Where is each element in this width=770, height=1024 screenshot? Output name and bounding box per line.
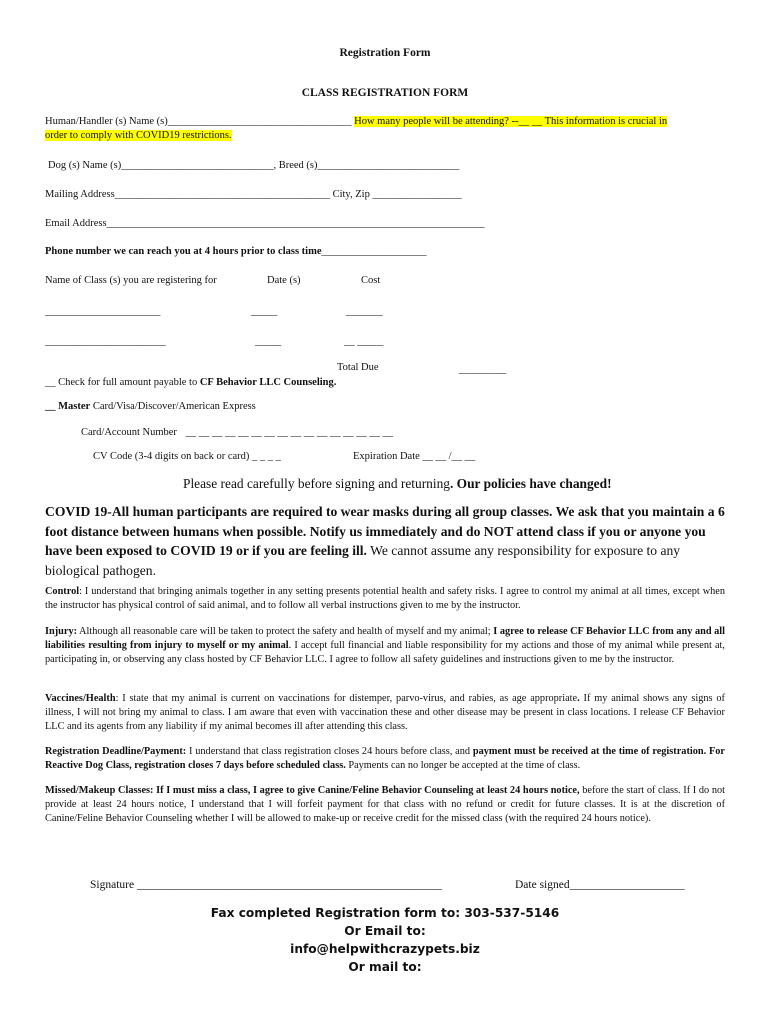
vaccines-text-2: If my animal shows any signs of illness, I will not bring my animal to class. I am aware that even with vaccination these and other disease may be present in class locations. I release CF Behavior LLC and its agents from any liability if my animal becomes ill after attending this class. — [45, 693, 725, 732]
check-option[interactable]: __ Check for full amount payable to — [45, 377, 200, 388]
card-types: Card/Visa/Discover/American Express — [90, 401, 256, 412]
date-signed-label: Date signed — [515, 879, 570, 891]
class-name-field-1[interactable]: ______________________ — [45, 306, 161, 317]
mailing-label: Mailing Address — [45, 189, 115, 200]
attending-note-row-2 — [45, 130, 232, 141]
or-email-label: Or Email to: — [344, 924, 426, 938]
class-name-header: Name of Class (s) you are registering for — [45, 275, 217, 286]
covid-notice — [45, 502, 730, 580]
read-carefully-notice — [183, 476, 612, 492]
dog-label: Dog (s) Name (s) — [48, 160, 122, 171]
check-payee: CF Behavior LLC Counseling. — [199, 377, 337, 388]
date-signed-field[interactable]: ____________________ — [569, 879, 685, 891]
or-mail-label: Or mail to: — [348, 960, 422, 974]
date-signed-row — [515, 879, 685, 891]
deadline-clause — [45, 745, 725, 773]
control-text: : I understand that bringing animals together in any setting presents potential health and safety risks. I agree to control my animal at all times, except when the instructor has physical control of said animal, and to follow all verbal instructions given to me by the instructor. — [45, 586, 725, 611]
breed-field[interactable]: ___________________________ — [317, 160, 460, 171]
deadline-text-2: Payments can no longer be accepted at the time of class. — [345, 760, 581, 771]
phone-field[interactable]: ____________________ — [321, 246, 427, 257]
injury-clause — [45, 625, 725, 667]
vaccines-text-1: : I state that my animal is current on vaccinations for distemper, parvo-virus, and rabies, as age appropriate — [115, 693, 578, 704]
breed-label: , Breed (s) — [273, 160, 318, 171]
attending-note-continued: order to comply with COVID19 restrictions. — [45, 130, 232, 141]
handler-name-field[interactable]: ___________________________________ — [167, 116, 352, 127]
form-title: Registration Form — [339, 47, 431, 59]
card-type-row — [45, 401, 256, 412]
class-cost-header: Cost — [361, 275, 381, 286]
total-due-field[interactable]: _________ — [459, 364, 507, 375]
mailing-row — [45, 189, 462, 200]
deadline-text-1: I understand that class registration closes 24 hours before class, and — [186, 746, 473, 757]
please-read-text: Please read carefully before signing and returning — [183, 476, 450, 491]
vaccines-title: Vaccines/Health — [45, 693, 116, 704]
injury-text-1: Although all reasonable care will be taken to protect the safety and health of myself and my animal; — [77, 626, 494, 637]
control-clause — [45, 585, 725, 613]
check-payment-row — [45, 377, 336, 388]
deadline-payment-terms: payment must be received at the time of registration. For Reactive Dog Class, registration closes 7 days before scheduled class. — [45, 746, 725, 771]
phone-label: Phone number we can reach you at 4 hours prior to class time — [45, 246, 322, 257]
card-number-field[interactable]: __ __ __ __ __ __ __ __ __ __ __ __ __ __ __ __ — [185, 427, 393, 438]
missed-title: Missed/Makeup Classes: If I must miss a class, I agree to give Canine/Feline Behavior Counseling at least 24 hours notice, — [45, 785, 580, 796]
cv-code-field[interactable]: CV Code (3-4 digits on back or card) _ _ _ _ — [93, 451, 281, 462]
fax-instructions: Fax completed Registration form to: 303-537-5146 — [210, 906, 560, 920]
injury-text-2: . I accept full financial and liable responsibility for my actions and those of my animal while present at, participating in, or observing any class hosted by CF Behavior LLC. I agree to follow all safety guidelines and instructions given to me by the instructor. — [45, 640, 725, 665]
signature-field[interactable]: _____________________________________________________ — [136, 879, 442, 891]
dog-name-field[interactable]: _____________________________ — [121, 160, 274, 171]
card-number-label: Card/Account Number — [81, 427, 177, 438]
class-date-header: Date (s) — [267, 275, 301, 286]
dog-row — [48, 160, 459, 171]
missed-classes-clause — [45, 784, 725, 826]
card-option[interactable]: __ Master — [45, 401, 91, 412]
control-title: Control — [45, 586, 80, 597]
city-zip-field[interactable]: _________________ — [372, 189, 462, 200]
city-zip-label: City, Zip — [329, 189, 373, 200]
class-name-field-2[interactable]: _______________________ — [45, 336, 166, 347]
handler-row — [45, 116, 667, 127]
covid-liability: We cannot assume any responsibility for exposure to any biological pathogen. — [45, 543, 681, 578]
vaccines-clause — [45, 692, 725, 734]
mailing-address-field[interactable]: _________________________________________ — [114, 189, 330, 200]
total-due-label: Total Due — [337, 362, 379, 373]
email-field[interactable]: ________________________________________________________________________ — [106, 218, 485, 229]
signature-row — [90, 879, 442, 891]
injury-title: Injury: — [45, 626, 78, 637]
class-date-field-1[interactable]: _____ — [251, 306, 278, 317]
policies-changed-text: . Our policies have changed! — [449, 476, 612, 491]
handler-label: Human/Handler (s) Name (s) — [45, 116, 168, 127]
class-cost-field-1[interactable]: _______ — [346, 306, 383, 317]
missed-text: before the start of class. If I do not provide at least 24 hours notice, I understand that I will forfeit payment for that class with no refund or credit for future classes. It is at the discretion of Canine/Feline Behavior Counseling whether I will be allowed to make-up or receive credit for the missed class (with the required 24 hours notice). — [45, 785, 725, 824]
contact-email[interactable]: info@helpwithcrazypets.biz — [290, 942, 480, 956]
email-row — [45, 218, 485, 229]
deadline-title: Registration Deadline/Payment: — [45, 746, 187, 757]
signature-label: Signature — [90, 879, 137, 891]
form-subtitle: CLASS REGISTRATION FORM — [301, 87, 469, 99]
expiration-date-field[interactable]: Expiration Date __ __ /__ __ — [353, 451, 476, 462]
email-label: Email Address — [45, 218, 107, 229]
covid-requirements: COVID 19-All human participants are required to wear masks during all group classes. We ask that you maintain a 6 foot distance between humans when possible. Notify us immediately and do NOT attend class if you or anyone you have been exposed to COVID 19 or if you are feeling ill. — [45, 504, 725, 558]
class-cost-field-2[interactable]: __ _____ — [344, 336, 384, 347]
injury-release: I agree to release CF Behavior LLC from any and all liabilities resulting from injury to myself or my animal — [45, 626, 726, 651]
phone-row — [45, 246, 427, 257]
card-number-row — [81, 427, 393, 438]
class-date-field-2[interactable]: _____ — [255, 336, 282, 347]
attending-note: How many people will be attending? --__ __ This information is crucial in — [354, 116, 668, 127]
vaccines-dot: . — [577, 693, 580, 704]
